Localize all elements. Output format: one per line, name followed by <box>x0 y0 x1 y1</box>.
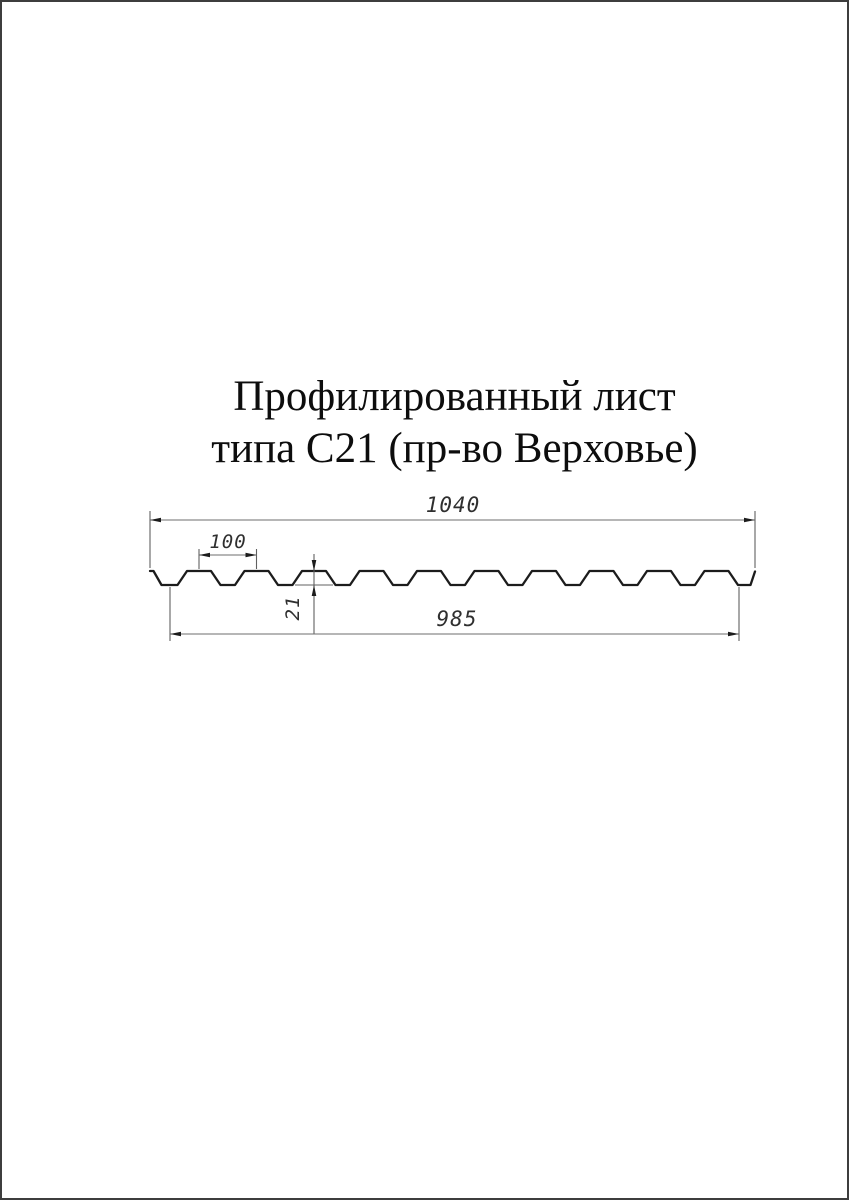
profile-outline <box>150 571 755 585</box>
arrow-down-icon <box>312 560 317 571</box>
profile-drawing <box>2 2 849 1200</box>
arrow-left-icon <box>199 553 210 558</box>
arrow-left-icon <box>150 518 161 523</box>
title-line-2: типа С21 (пр-во Верховье) <box>211 425 698 472</box>
dimension-wave-pitch <box>199 531 257 569</box>
dimension-label-wave-pitch: 100 <box>209 531 247 553</box>
dimension-label-overall-width: 1040 <box>425 493 481 517</box>
title-line-1: Профилированный лист <box>233 373 676 420</box>
dimension-label-profile-height: 21 <box>282 595 304 621</box>
dimension-working-width <box>170 587 739 641</box>
arrow-left-icon <box>170 632 181 637</box>
arrow-up-icon <box>312 585 317 596</box>
dimension-label-working-width: 985 <box>436 607 478 631</box>
arrow-right-icon <box>728 632 739 637</box>
dimension-profile-height <box>282 554 333 634</box>
arrow-right-icon <box>246 553 257 558</box>
arrow-right-icon <box>744 518 755 523</box>
